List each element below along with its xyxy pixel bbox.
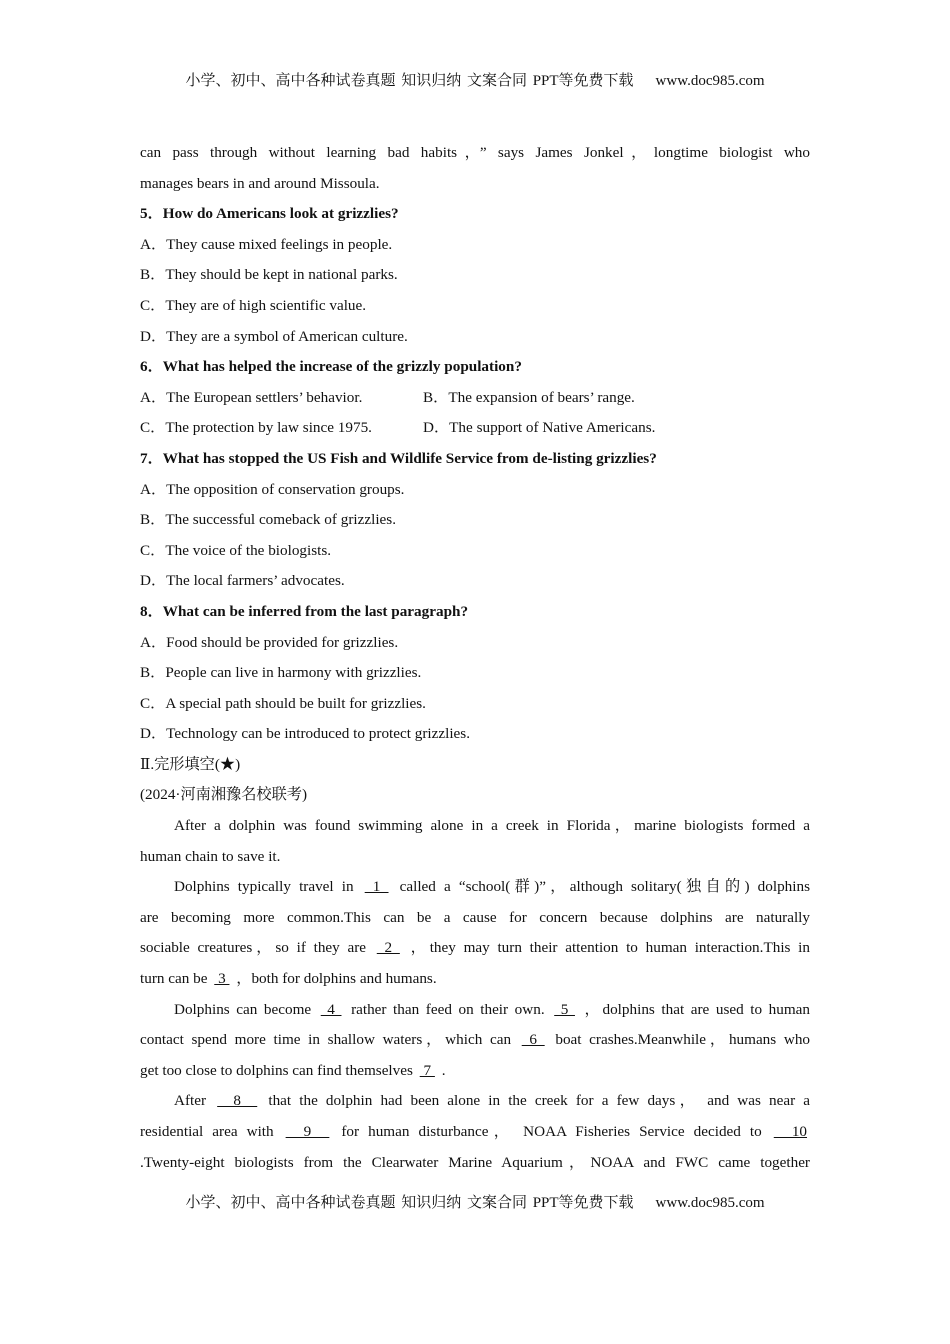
text-segment: A．The European settlers’ behavior. [140, 388, 363, 406]
text-segment: C．The protection by law since 1975. [140, 419, 372, 437]
text-segment: are becoming more common.This can be a cause for concern because dolphins are naturally [140, 908, 810, 926]
text-line [140, 784, 810, 815]
text-segment: B．They should be kept in national parks. [140, 266, 398, 284]
text-segment: ，dolphins that are used to human [584, 1000, 810, 1018]
text-line [140, 632, 810, 663]
text-line [140, 417, 810, 448]
text-segment: D．Technology can be introduced to protect grizzlies. [140, 725, 470, 743]
cloze-blank: 8 [217, 1092, 258, 1110]
text-segment: Dolphins can become [174, 1000, 318, 1018]
header-text: 小学、初中、高中各种试卷真题 知识归纳 文案合同 PPT等免费下载 [185, 73, 634, 89]
text-line [140, 1090, 810, 1121]
text-line [140, 1060, 810, 1091]
text-segment: B．People can live in harmony with grizzlies. [140, 664, 422, 682]
cloze-blank: 9 [285, 1123, 330, 1140]
text-segment: 8．What can be inferred from the last paragraph? [140, 602, 469, 620]
text-segment: ，both for dolphins and humans. [236, 970, 437, 988]
text-line [140, 326, 810, 357]
text-segment: A．They cause mixed feelings in people. [140, 235, 393, 253]
text-segment: rather than feed on their own. [351, 1000, 545, 1018]
option-text: B．The expansion of bears’ range. [423, 388, 635, 406]
text-segment: that the dolphin had been alone in the creek for a few days， and was near a [268, 1092, 810, 1110]
cloze-blank: 4 [320, 1000, 342, 1018]
question-line [140, 203, 810, 234]
text-segment: C．The voice of the biologists. [140, 541, 332, 559]
text-line [140, 509, 810, 540]
text-line [140, 754, 810, 785]
text-line [140, 693, 810, 724]
text-line [140, 937, 810, 968]
text-line [140, 815, 810, 846]
text-segment: contact spend more time in shallow waters，which can [140, 1031, 519, 1049]
cloze-blank: 10 [773, 1123, 808, 1140]
footer-url[interactable]: www.doc985.com [655, 1195, 765, 1211]
text-line [140, 999, 810, 1030]
cloze-blank: 7 [419, 1061, 435, 1079]
text-segment: boat crashes.Meanwhile，humans who [555, 1031, 810, 1049]
text-line [140, 1121, 810, 1152]
text-segment: A．Food should be provided for grizzlies. [140, 633, 399, 651]
text-segment: . [441, 1061, 446, 1079]
text-line [140, 968, 810, 999]
text-segment: After a dolphin was found swimming alone in a creek in Florida，marine biologists formed a [174, 817, 810, 835]
text-segment: D．The local farmers’ advocates. [140, 572, 345, 590]
text-segment: residential area with [140, 1123, 283, 1140]
text-line [140, 570, 810, 601]
text-segment: get too close to dolphins can find themselves [140, 1061, 417, 1079]
footer-text: 小学、初中、高中各种试卷真题 知识归纳 文案合同 PPT等免费下载 [185, 1195, 634, 1211]
text-line [140, 479, 810, 510]
text-line [140, 295, 810, 326]
text-segment: 7．What has stopped the US Fish and Wildlife Service from de-listing grizzlies? [140, 449, 657, 467]
text-line [140, 234, 810, 265]
cloze-blank: 3 [214, 970, 230, 988]
text-segment: ，they may turn their attention to human interaction.This in [410, 939, 810, 957]
text-segment: (2024·河南湘豫名校联考) [140, 786, 308, 804]
text-segment: After [174, 1092, 215, 1110]
text-line [140, 264, 810, 295]
header-url[interactable]: www.doc985.com [655, 73, 765, 89]
document-body [140, 142, 810, 1182]
cloze-blank: 1 [364, 878, 389, 896]
text-segment: 5．How do Americans look at grizzlies? [140, 205, 399, 223]
page-footer [0, 1191, 950, 1212]
text-segment: Ⅱ.完形填空(★) [140, 755, 241, 773]
cloze-blank: 5 [554, 1000, 575, 1018]
text-segment: for human disturbance， NOAA Fisheries Service decided to [341, 1123, 771, 1140]
text-segment: turn can be [140, 970, 212, 988]
text-segment: can pass through without learning bad habits，” says James Jonkel，longtime biologist who [140, 144, 810, 161]
text-line [140, 907, 810, 938]
text-segment: human chain to save it. [140, 847, 281, 865]
text-segment: C．A special path should be built for grizzlies. [140, 694, 426, 712]
cloze-blank: 2 [376, 939, 400, 957]
text-segment: C．They are of high scientific value. [140, 296, 367, 314]
question-line [140, 356, 810, 387]
text-segment: sociable creatures，so if they are [140, 939, 374, 957]
text-line [140, 723, 810, 754]
text-line [140, 846, 810, 877]
text-segment: D．They are a symbol of American culture. [140, 327, 408, 345]
text-segment: 6．What has helped the increase of the grizzly population? [140, 358, 522, 376]
text-line [140, 173, 810, 204]
text-segment: B．The successful comeback of grizzlies. [140, 511, 396, 529]
option-text: D．The support of Native Americans. [423, 419, 656, 437]
text-segment: Dolphins typically travel in [174, 878, 362, 896]
text-line [140, 387, 810, 418]
text-line [140, 142, 810, 173]
question-line [140, 448, 810, 479]
text-line [140, 662, 810, 693]
text-segment: A．The opposition of conservation groups. [140, 480, 405, 498]
text-line [140, 1029, 810, 1060]
question-line [140, 601, 810, 632]
text-line [140, 540, 810, 571]
text-segment: manages bears in and around Missoula. [140, 174, 380, 192]
page-header [0, 69, 950, 90]
text-line [140, 1152, 810, 1183]
cloze-blank: 6 [521, 1031, 545, 1049]
text-segment: .Twenty-eight biologists from the Clearwater Marine Aquarium，NOAA and FWC came together [140, 1153, 810, 1171]
text-line [140, 876, 810, 907]
text-segment: called a “school(群)”，although solitary(独自的) dolphins [399, 878, 810, 896]
